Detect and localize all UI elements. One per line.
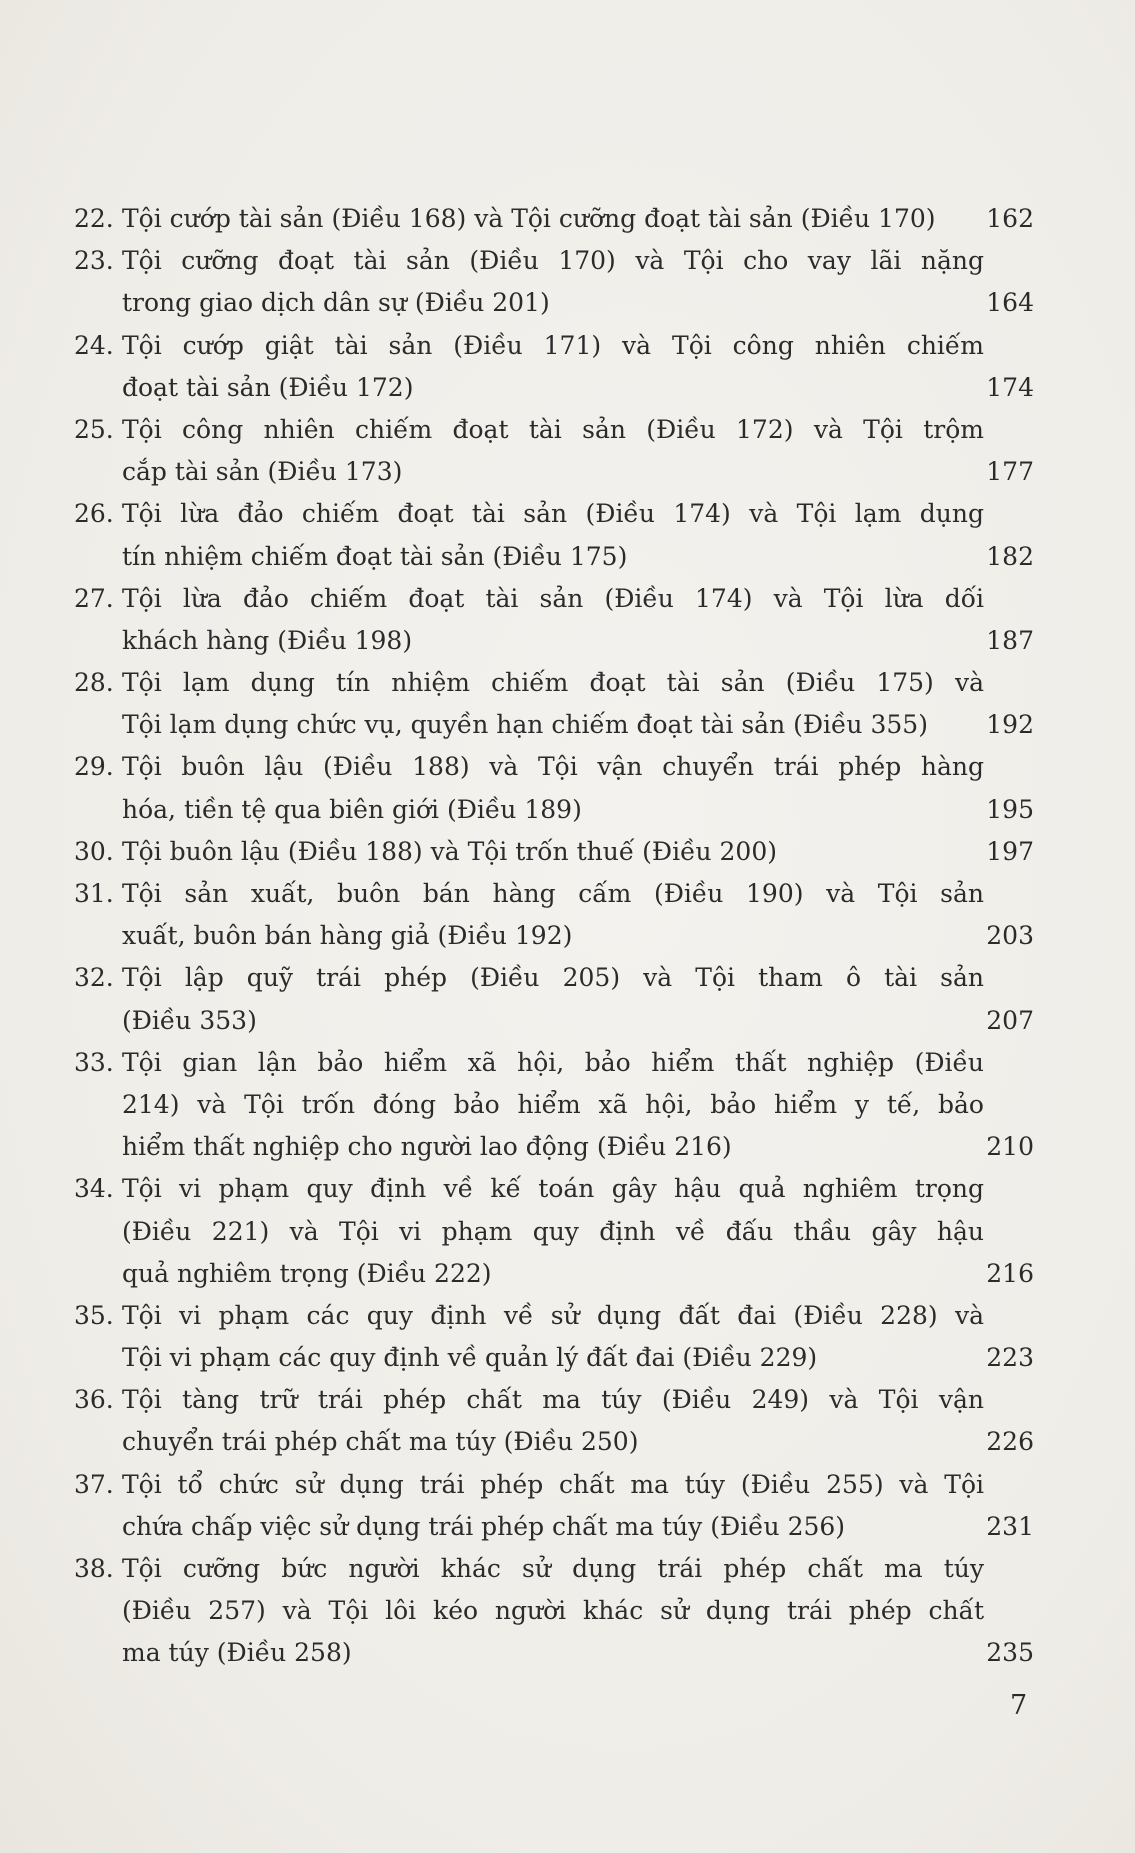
entry-title-text: xuất, buôn bán hàng giả (Điều 192) bbox=[122, 921, 573, 951]
entry-page-number: 177 bbox=[986, 457, 1034, 487]
entry-page-number: 174 bbox=[986, 372, 1034, 402]
toc-entry bbox=[74, 198, 1034, 240]
toc-entry bbox=[74, 325, 1034, 409]
toc-entry-line bbox=[74, 957, 1034, 999]
entry-number: 30. bbox=[74, 836, 114, 866]
entry-title-text: (Điều 221) và Tội vi phạm quy định về đấu thầu gây hậu bbox=[122, 1216, 984, 1246]
entry-title-text: Tội cưỡng đoạt tài sản (Điều 170) và Tội cho vay lãi nặng bbox=[122, 246, 984, 276]
entry-title-text: Tội buôn lậu (Điều 188) và Tội vận chuyển trái phép hàng bbox=[122, 752, 984, 782]
toc-entry bbox=[74, 1464, 1034, 1548]
toc-entry-line bbox=[74, 282, 1034, 324]
entry-page-number: 203 bbox=[986, 921, 1034, 951]
entry-number: 26. bbox=[74, 499, 114, 529]
entry-number: 37. bbox=[74, 1469, 114, 1499]
entry-title-text: Tội lừa đảo chiếm đoạt tài sản (Điều 174) và Tội lừa dối bbox=[122, 583, 984, 613]
table-of-contents bbox=[74, 198, 1034, 1675]
toc-entry-line bbox=[74, 662, 1034, 704]
toc-entry bbox=[74, 240, 1034, 324]
entry-page-number: 164 bbox=[986, 288, 1034, 318]
entry-title-text: quả nghiêm trọng (Điều 222) bbox=[122, 1258, 492, 1288]
toc-entry bbox=[74, 1379, 1034, 1463]
entry-title-text: Tội buôn lậu (Điều 188) và Tội trốn thuế (Điều 200) bbox=[122, 836, 777, 866]
toc-entry-line bbox=[74, 620, 1034, 662]
entry-title-text: Tội cướp tài sản (Điều 168) và Tội cưỡng đoạt tài sản (Điều 170) bbox=[122, 204, 936, 233]
entry-title-text: đoạt tài sản (Điều 172) bbox=[122, 372, 414, 402]
entry-title-text: Tội cưỡng bức người khác sử dụng trái phép chất ma túy bbox=[122, 1554, 984, 1583]
toc-entry bbox=[74, 831, 1034, 873]
entry-title-text: Tội cướp giật tài sản (Điều 171) và Tội công nhiên chiếm bbox=[122, 330, 984, 360]
toc-entry bbox=[74, 746, 1034, 830]
entry-number: 23. bbox=[74, 246, 114, 276]
toc-entry bbox=[74, 493, 1034, 577]
toc-entry-line bbox=[74, 367, 1034, 409]
entry-title-text: Tội sản xuất, buôn bán hàng cấm (Điều 190) và Tội sản bbox=[122, 879, 984, 908]
toc-entry-line bbox=[74, 1590, 1034, 1632]
toc-entry-line bbox=[74, 1295, 1034, 1337]
entry-title-text: Tội lừa đảo chiếm đoạt tài sản (Điều 174) và Tội lạm dụng bbox=[122, 499, 984, 529]
entry-number: 28. bbox=[74, 668, 114, 698]
entry-number: 33. bbox=[74, 1047, 114, 1077]
toc-entry-line bbox=[74, 325, 1034, 367]
entry-title-text: Tội vi phạm quy định về kế toán gây hậu quả nghiêm trọng bbox=[122, 1174, 984, 1204]
toc-entry-line bbox=[74, 451, 1034, 493]
toc-entry-line bbox=[74, 1253, 1034, 1295]
entry-title-text: Tội vi phạm các quy định về quản lý đất đai (Điều 229) bbox=[122, 1343, 818, 1373]
entry-page-number: 162 bbox=[986, 204, 1034, 233]
toc-entry-line bbox=[74, 536, 1034, 578]
toc-entry bbox=[74, 873, 1034, 957]
entry-page-number: 210 bbox=[986, 1132, 1034, 1162]
entry-page-number: 216 bbox=[986, 1258, 1034, 1288]
toc-entry-line bbox=[74, 873, 1034, 915]
toc-entry-line bbox=[74, 1464, 1034, 1506]
toc-entry-line bbox=[74, 915, 1034, 957]
entry-page-number: 207 bbox=[986, 1005, 1034, 1035]
entry-page-number: 197 bbox=[986, 836, 1034, 866]
entry-title-text: Tội tàng trữ trái phép chất ma túy (Điều 249) và Tội vận bbox=[122, 1385, 984, 1415]
entry-number: 36. bbox=[74, 1385, 114, 1415]
toc-entry bbox=[74, 1548, 1034, 1675]
entry-page-number: 187 bbox=[986, 625, 1034, 655]
entry-title-text: Tội công nhiên chiếm đoạt tài sản (Điều 172) và Tội trộm bbox=[122, 414, 984, 444]
entry-number: 29. bbox=[74, 752, 114, 782]
entry-title-text: trong giao dịch dân sự (Điều 201) bbox=[122, 288, 550, 318]
toc-entry-line bbox=[74, 493, 1034, 535]
entry-number: 35. bbox=[74, 1300, 114, 1330]
entry-title-text: (Điều 257) và Tội lôi kéo người khác sử dụng trái phép chất bbox=[122, 1596, 984, 1626]
toc-entry-line bbox=[74, 578, 1034, 620]
entry-page-number: 231 bbox=[986, 1511, 1034, 1541]
toc-entry-line bbox=[74, 1168, 1034, 1210]
toc-entry-line bbox=[74, 1042, 1034, 1084]
toc-entry-line bbox=[74, 1379, 1034, 1421]
entry-title-text: Tội gian lận bảo hiểm xã hội, bảo hiểm thất nghiệp (Điều bbox=[122, 1047, 984, 1077]
entry-page-number: 195 bbox=[986, 794, 1034, 824]
entry-page-number: 235 bbox=[986, 1638, 1034, 1668]
toc-entry bbox=[74, 1042, 1034, 1169]
entry-title-text: hiểm thất nghiệp cho người lao động (Điều 216) bbox=[122, 1132, 732, 1162]
entry-page-number: 226 bbox=[986, 1427, 1034, 1457]
entry-title-text: chứa chấp việc sử dụng trái phép chất ma túy (Điều 256) bbox=[122, 1511, 846, 1541]
entry-number: 38. bbox=[74, 1554, 114, 1583]
entry-title-text: Tội lập quỹ trái phép (Điều 205) và Tội tham ô tài sản bbox=[122, 963, 984, 993]
toc-entry-line bbox=[74, 1632, 1034, 1674]
toc-entry-line bbox=[74, 704, 1034, 746]
entry-number: 34. bbox=[74, 1174, 114, 1204]
toc-entry-line bbox=[74, 1421, 1034, 1463]
entry-title-text: Tội tổ chức sử dụng trái phép chất ma túy (Điều 255) và Tội bbox=[122, 1469, 984, 1499]
toc-entry-line bbox=[74, 1548, 1034, 1590]
toc-entry-line bbox=[74, 746, 1034, 788]
toc-entry-line bbox=[74, 831, 1034, 873]
toc-entry bbox=[74, 1168, 1034, 1295]
toc-entry-line bbox=[74, 789, 1034, 831]
entry-page-number: 192 bbox=[986, 710, 1034, 740]
entry-title-text: (Điều 353) bbox=[122, 1005, 257, 1035]
entry-page-number: 223 bbox=[986, 1343, 1034, 1373]
toc-entry-line bbox=[74, 1000, 1034, 1042]
toc-entry-line bbox=[74, 1126, 1034, 1168]
toc-entry bbox=[74, 409, 1034, 493]
toc-entry-line bbox=[74, 198, 1034, 240]
toc-entry bbox=[74, 1295, 1034, 1379]
entry-title-text: Tội lạm dụng chức vụ, quyền hạn chiếm đoạt tài sản (Điều 355) bbox=[122, 710, 928, 740]
entry-title-text: Tội vi phạm các quy định về sử dụng đất đai (Điều 228) và bbox=[122, 1300, 984, 1330]
entry-title-text: hóa, tiền tệ qua biên giới (Điều 189) bbox=[122, 794, 582, 824]
toc-entry-line bbox=[74, 409, 1034, 451]
entry-number: 22. bbox=[74, 204, 114, 233]
toc-entry bbox=[74, 957, 1034, 1041]
toc-entry-line bbox=[74, 1211, 1034, 1253]
entry-number: 25. bbox=[74, 414, 114, 444]
entry-title-text: tín nhiệm chiếm đoạt tài sản (Điều 175) bbox=[122, 541, 628, 571]
entry-title-text: 214) và Tội trốn đóng bảo hiểm xã hội, bảo hiểm y tế, bảo bbox=[122, 1089, 984, 1119]
toc-entry-line bbox=[74, 1084, 1034, 1126]
toc-entry-line bbox=[74, 1506, 1034, 1548]
entry-number: 24. bbox=[74, 330, 114, 360]
entry-title-text: Tội lạm dụng tín nhiệm chiếm đoạt tài sản (Điều 175) và bbox=[122, 668, 984, 698]
entry-title-text: cắp tài sản (Điều 173) bbox=[122, 457, 403, 487]
entry-page-number: 182 bbox=[986, 541, 1034, 571]
entry-number: 32. bbox=[74, 963, 114, 993]
toc-entry bbox=[74, 578, 1034, 662]
page-number: 7 bbox=[1010, 1690, 1028, 1721]
entry-title-text: chuyển trái phép chất ma túy (Điều 250) bbox=[122, 1427, 639, 1457]
toc-entry-line bbox=[74, 240, 1034, 282]
entry-title-text: ma túy (Điều 258) bbox=[122, 1638, 352, 1668]
entry-number: 31. bbox=[74, 879, 114, 908]
toc-entry bbox=[74, 662, 1034, 746]
toc-entry-line bbox=[74, 1337, 1034, 1379]
entry-title-text: khách hàng (Điều 198) bbox=[122, 625, 413, 655]
entry-number: 27. bbox=[74, 583, 114, 613]
